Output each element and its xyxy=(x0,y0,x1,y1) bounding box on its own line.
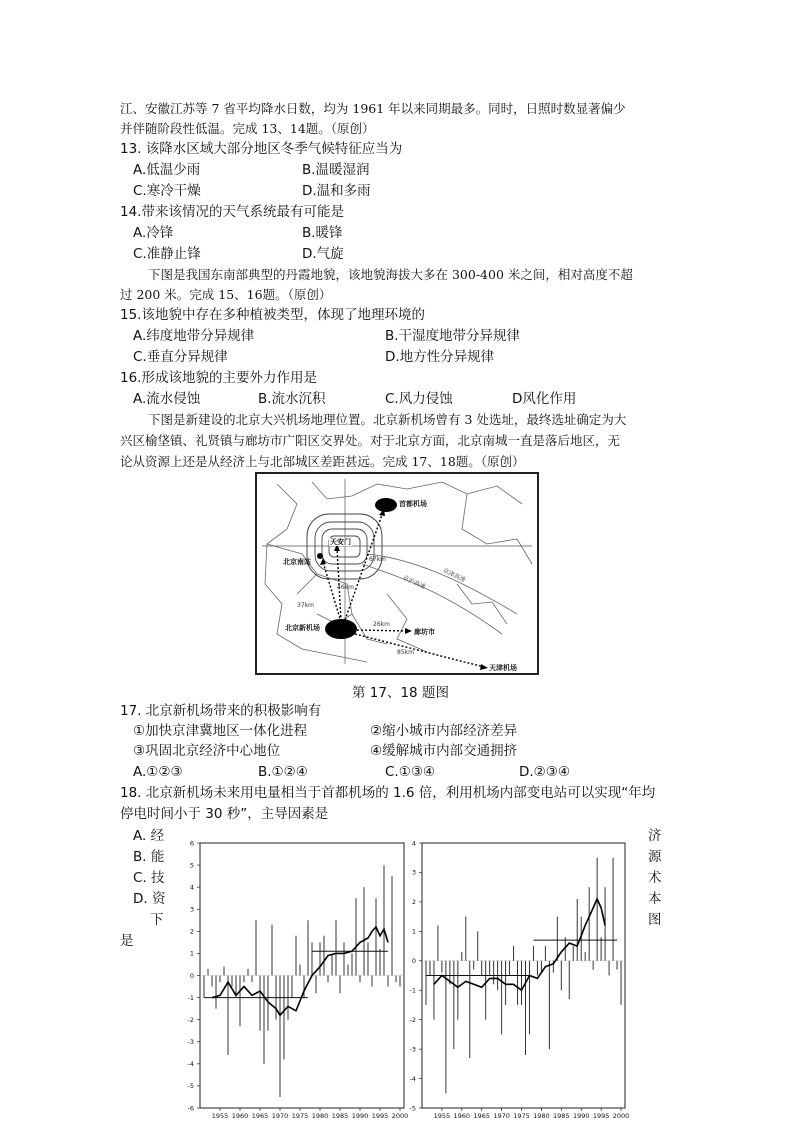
y-tick-label: 0 xyxy=(411,957,416,966)
map-drawing xyxy=(257,474,537,673)
q18-option-c-right: 术 xyxy=(648,870,662,886)
q16-option-a: A.流水侵蚀 xyxy=(133,391,201,407)
q14-option-b: B.暖锋 xyxy=(302,225,343,241)
y-tick-label: -3 xyxy=(409,1045,416,1054)
q17-statement-1: ①加快京津冀地区一体化进程 xyxy=(133,723,308,739)
q15-option-d: D.地方性分异规律 xyxy=(385,349,495,365)
q16-option-b: B.流水沉积 xyxy=(258,391,326,407)
x-tick-label: 1955 xyxy=(433,1112,451,1118)
map-label-south-station: 北京南站 xyxy=(283,558,311,566)
y-tick-label: -2 xyxy=(187,1015,194,1024)
q18-option-d-left: D. 资 xyxy=(133,891,166,907)
y-tick-label: 1 xyxy=(189,949,194,958)
x-tick-label: 2000 xyxy=(612,1112,630,1118)
map-distance-37km: 37km xyxy=(297,602,314,609)
passage3-line-3: 论从资源上还是从经济上与北部城区差距甚远。完成 17、18题。（原创） xyxy=(120,454,525,469)
y-tick-label: -4 xyxy=(187,1060,194,1069)
y-tick-label: -1 xyxy=(409,986,416,995)
q17-statement-2: ②缩小城市内部经济差异 xyxy=(370,723,518,739)
y-tick-label: 2 xyxy=(411,898,416,907)
x-tick-label: 1975 xyxy=(291,1112,309,1118)
x-tick-label: 1995 xyxy=(371,1112,389,1118)
passage2-line-2: 过 200 米。完成 15、16题。（原创） xyxy=(120,287,332,302)
q17-option-a: A.①②③ xyxy=(133,764,183,780)
q13-option-b: B.温暖湿润 xyxy=(302,162,370,178)
q17-option-b: B.①②④ xyxy=(258,764,308,780)
q15-option-c: C.垂直分异规律 xyxy=(133,349,228,365)
y-tick-label: -1 xyxy=(187,993,194,1002)
y-tick-label: -4 xyxy=(409,1074,416,1083)
x-tick-label: 1980 xyxy=(533,1112,550,1118)
q16-option-c: C.风力侵蚀 xyxy=(385,391,453,407)
q15-option-a: A.纬度地带分异规律 xyxy=(133,328,255,344)
y-tick-label: 2 xyxy=(189,927,194,936)
y-tick-label: -5 xyxy=(409,1104,416,1113)
q18-next-left: 下 xyxy=(150,912,164,928)
y-tick-label: 4 xyxy=(189,883,194,892)
x-tick-label: 1955 xyxy=(211,1112,229,1118)
q17-option-d: D.②③④ xyxy=(519,764,570,780)
y-tick-label: 3 xyxy=(189,905,194,914)
q18-stem-line-1: 18. 北京新机场未来用电量相当于首都机场的 1.6 倍，利用机场内部变电站可以实现“年均 xyxy=(120,785,656,801)
q18-option-a-right: 济 xyxy=(648,828,662,844)
south-station-marker xyxy=(317,553,323,559)
capital-airport-marker xyxy=(375,498,397,512)
y-tick-label: 5 xyxy=(189,861,194,870)
passage3-line-2: 兴区榆垡镇、礼贤镇与廊坊市广阳区交界处。对于北京方面，北京南城一直是落后地区，无 xyxy=(120,433,621,448)
map-label-capital-airport: 首都机场 xyxy=(399,500,427,508)
map-label-langfang: 廊坊市 xyxy=(414,628,435,636)
q17-stem: 17. 北京新机场带来的积极影响有 xyxy=(120,703,322,719)
q13-option-a: A.低温少雨 xyxy=(133,162,201,178)
map-label-tiananmen: 天安门 xyxy=(330,538,351,546)
x-tick-label: 1995 xyxy=(592,1112,610,1118)
intro-line-1: 江、安徽江苏等 7 省平均降水日数，均为 1961 年以来同期最多。同时，日照时数显著偏少 xyxy=(120,101,626,116)
q18-option-b-right: 源 xyxy=(648,849,662,865)
y-tick-label: 4 xyxy=(411,839,416,848)
q18-option-c-left: C. 技 xyxy=(133,870,165,886)
y-tick-label: -6 xyxy=(187,1104,194,1113)
passage3-line-1: 下图是新建设的北京大兴机场地理位置。北京新机场曾有 3 处选址，最终选址确定为大 xyxy=(148,412,627,427)
q14-stem: 14.带来该情况的天气系统最有可能是 xyxy=(120,204,344,220)
q18-cont: 是 xyxy=(120,933,134,949)
q18-option-a-left: A. 经 xyxy=(133,828,165,844)
q13-option-c: C.寒冷干燥 xyxy=(133,183,201,199)
q14-option-c: C.准静止锋 xyxy=(133,246,201,262)
x-tick-label: 1960 xyxy=(453,1112,471,1118)
map-road-label-1: 京沪高速 xyxy=(401,574,427,591)
map-road-label-2: 京津高速 xyxy=(441,567,467,584)
q18-option-b-left: B. 能 xyxy=(133,849,165,865)
q18-stem-line-2: 停电时间小于 30 秒”，主导因素是 xyxy=(120,806,329,822)
y-tick-label: -2 xyxy=(409,1015,416,1024)
x-tick-label: 2000 xyxy=(391,1112,409,1118)
left-anomaly-chart xyxy=(178,828,410,1118)
passage2-line-1: 下图是我国东南部典型的丹霞地貌，该地貌海拔大多在 300-400 米之间，相对高度不超 xyxy=(148,267,633,282)
y-tick-label: -5 xyxy=(187,1082,194,1091)
q17-option-c: C.①③④ xyxy=(385,764,436,780)
y-tick-label: 0 xyxy=(189,971,194,980)
smoothed-trend-line xyxy=(434,899,605,990)
right-anomaly-chart xyxy=(400,828,634,1118)
q14-option-a: A.冷锋 xyxy=(133,225,174,241)
q16-option-d: D风化作用 xyxy=(512,391,577,407)
x-tick-label: 1980 xyxy=(311,1112,329,1118)
q13-stem: 13. 该降水区域大部分地区冬季气候特征应当为 xyxy=(120,141,403,157)
map-distance-26km: 26km xyxy=(373,621,390,628)
q14-option-d: D.气旋 xyxy=(302,246,344,262)
map-distance-46km: 46km xyxy=(337,584,354,591)
y-tick-label: 3 xyxy=(411,868,416,877)
q15-option-b: B.干湿度地带分异规律 xyxy=(385,328,521,344)
x-tick-label: 1965 xyxy=(251,1112,269,1118)
map-caption: 第 17、18 题图 xyxy=(352,685,449,701)
x-tick-label: 1970 xyxy=(493,1112,510,1118)
q18-next-right: 图 xyxy=(648,912,662,928)
x-tick-label: 1965 xyxy=(473,1112,490,1118)
q18-option-d-right: 本 xyxy=(648,891,662,907)
x-tick-label: 1975 xyxy=(513,1112,530,1118)
q17-statement-4: ④缓解城市内部交通拥挤 xyxy=(370,743,518,759)
q13-option-d: D.温和多雨 xyxy=(302,183,371,199)
intro-line-2: 并伴随阶段性低温。完成 13、14题。（原创） xyxy=(120,121,375,136)
x-tick-label: 1985 xyxy=(331,1112,349,1118)
beijing-airport-map xyxy=(255,472,539,675)
map-label-new-airport: 北京新机场 xyxy=(285,624,320,632)
q16-stem: 16.形成该地貌的主要外力作用是 xyxy=(120,370,317,386)
x-tick-label: 1990 xyxy=(572,1112,590,1118)
x-tick-label: 1960 xyxy=(231,1112,249,1118)
map-label-tianjin-airport: 天津机场 xyxy=(489,664,517,672)
map-distance-67km: 67km xyxy=(369,556,386,563)
map-distance-85km: 85km xyxy=(397,649,414,656)
y-tick-label: 6 xyxy=(189,839,194,848)
y-tick-label: 1 xyxy=(411,927,416,936)
q17-statement-3: ③巩固北京经济中心地位 xyxy=(133,743,281,759)
y-tick-label: -3 xyxy=(187,1038,194,1047)
q15-stem: 15.该地貌中存在多种植被类型，体现了地理环境的 xyxy=(120,307,425,323)
x-tick-label: 1985 xyxy=(553,1112,570,1118)
x-tick-label: 1970 xyxy=(271,1112,289,1118)
x-tick-label: 1990 xyxy=(351,1112,369,1118)
